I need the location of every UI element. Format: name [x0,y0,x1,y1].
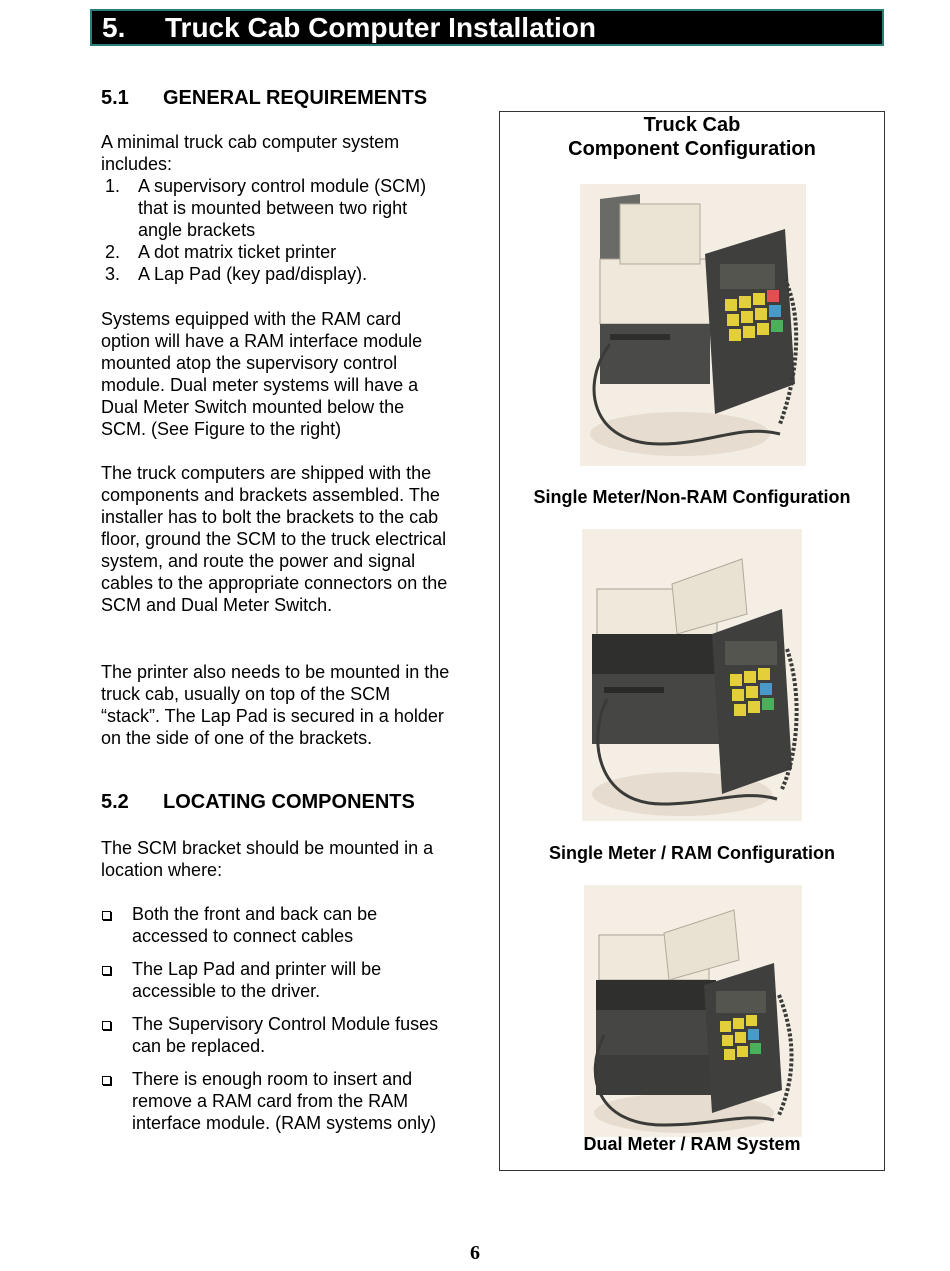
list-item-number: 3. [105,264,121,284]
checkbox-bullet-icon [102,966,111,975]
figure-title [500,113,884,161]
section-heading-general-requirements [101,87,427,110]
list-item-text: A supervisory control module (SCM) that is mounted between two right angle brackets [138,176,427,240]
list-item [101,175,453,241]
paragraph-shipping: The truck computers are shipped with the components and brackets assembled. The installer has to bolt the brackets to the cab floor, ground the SCM to the truck electrical system, and route the power and signal cables to the appropriate connectors on the SCM and Dual Meter Switch. [101,463,448,615]
truck-computer-photo-dual-meter-ram [584,885,802,1137]
list-item [101,263,453,285]
paragraph-printer-mounting: The printer also needs to be mounted in the truck cab, usually on top of the SCM “stack”. The Lap Pad is secured in a holder on the side of one of the brackets. [101,662,450,748]
checkbox-bullet-icon [102,911,111,920]
keypad-icon [730,668,774,716]
bullet-text: The Lap Pad and printer will be accessible to the driver. [132,959,382,1001]
bullet-text: Both the front and back can be accessed to connect cables [132,904,378,946]
list-item [101,903,453,947]
keypad-icon [720,1015,761,1060]
checkbox-bullet-icon [102,1076,111,1085]
section-heading-locating-components [101,791,415,814]
list-item-text: A Lap Pad (key pad/display). [138,264,368,284]
paragraph-ram-option: Systems equipped with the RAM card option will have a RAM interface module mounted atop the supervisory control module. Dual meter systems will have a Dual Meter Switch mounted below the SCM. (See Figure to the right) [101,309,423,439]
figure-caption: Single Meter / RAM Configuration [549,843,835,863]
chapter-header-bar [90,9,884,46]
list-item-number: 1. [105,176,121,196]
section-title: LOCATING COMPONENTS [163,791,415,813]
section-title: GENERAL REQUIREMENTS [163,87,428,109]
page-number: 6 [470,1242,480,1264]
chapter-number: 5. [102,12,126,43]
list-item [101,1013,453,1057]
bullet-text: There is enough room to insert and remove a RAM card from the RAM interface module. (RAM systems only) [132,1069,437,1133]
chapter-title: Truck Cab Computer Installation [165,12,596,43]
truck-computer-photo-single-meter-non-ram [580,184,806,466]
figure-title-line: Truck Cab [643,114,741,136]
list-item-number: 2. [105,242,121,262]
truck-computer-photo-single-meter-ram [582,529,802,821]
list-item [101,1068,453,1134]
section-number: 5.2 [101,791,129,813]
bullet-text: The Supervisory Control Module fuses can be replaced. [132,1014,439,1056]
paragraph-locating-intro: The SCM bracket should be mounted in a location where: [101,838,434,880]
checkbox-bullet-icon [102,1021,111,1030]
requirements-list [101,175,453,285]
section-number: 5.1 [101,87,129,109]
figure-title-line: Component Configuration [568,138,816,160]
requirements-block [101,131,453,285]
list-item [101,958,453,1002]
list-item-text: A dot matrix ticket printer [138,242,337,262]
requirements-intro: A minimal truck cab computer system includes: [101,132,400,174]
figure-panel [499,111,885,1171]
figure-caption: Dual Meter / RAM System [583,1134,801,1154]
figure-caption: Single Meter/Non-RAM Configuration [533,487,851,507]
list-item [101,241,453,263]
